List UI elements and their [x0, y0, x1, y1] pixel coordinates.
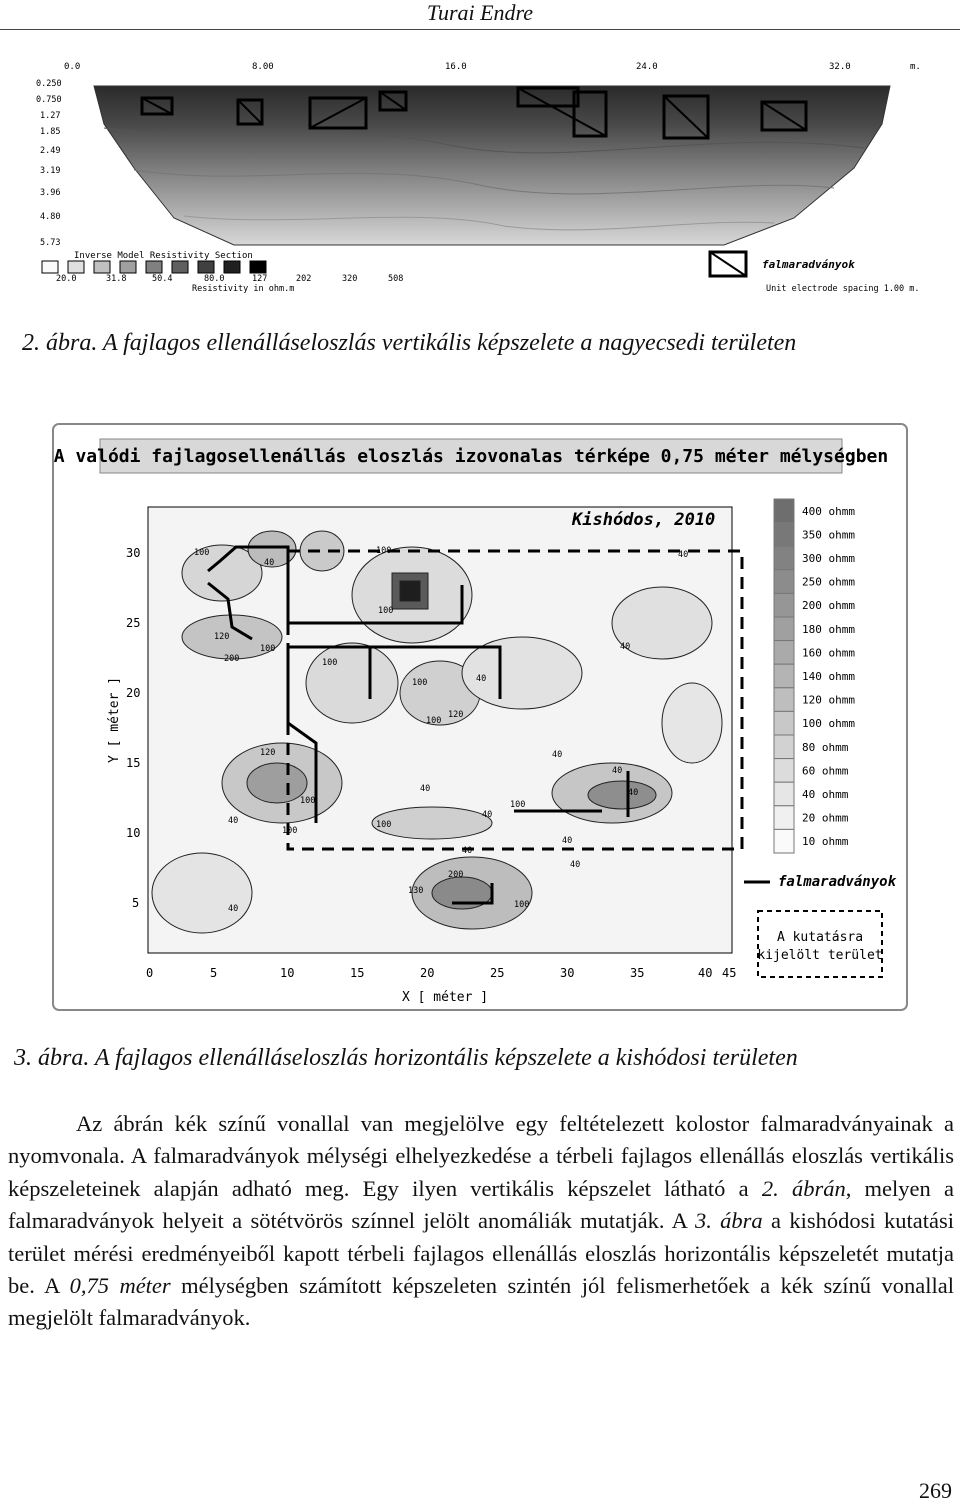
- fig3-title: A valódi fajlagosellenállás eloszlás izovonalas térképe 0,75 méter mélységben: [53, 446, 889, 467]
- fig3-place-label: Kishódos, 2010: [572, 510, 716, 530]
- fig2-x-tick: 32.0: [829, 62, 851, 72]
- fig2-legend-label: falmaradványok: [762, 258, 855, 271]
- svg-text:100: 100: [376, 546, 392, 556]
- legend-swatch: [774, 782, 794, 806]
- svg-text:40: 40: [420, 784, 431, 794]
- depth-reference: 0,75 méter: [69, 1273, 171, 1299]
- svg-text:40: 40: [628, 788, 639, 798]
- figure-3-caption: 3. ábra. A fajlagos ellenálláseloszlás horizontális képszelete a kishódosi területen: [14, 1045, 798, 1071]
- legend-swatch: [774, 711, 794, 735]
- legend-label: 100 ohmm: [802, 717, 855, 731]
- body-paragraph: [8, 1108, 954, 1335]
- svg-text:100: 100: [260, 644, 276, 654]
- body-text-segment: Az ábrán kék színű vonallal van megjelölve egy feltételezett kolostor falmaradványainak a nyomvonala. A falmaradványok mélységi elhelyezkedése a térbeli fajlagos ellenállás eloszlás vertikális képszeleteinek alapján adható meg. Egy ilyen vertikális képszelet látható a: [8, 1111, 954, 1201]
- legend-label: 120 ohmm: [802, 693, 855, 707]
- legend-swatch: [774, 735, 794, 759]
- legend-label: 60 ohmm: [802, 764, 849, 778]
- legend-swatch: [774, 546, 794, 570]
- fig2-depth-tick: 1.85: [40, 127, 61, 137]
- fig2-x-tick: m.: [910, 62, 921, 72]
- page-number: 269: [919, 1478, 952, 1503]
- svg-text:130: 130: [408, 886, 424, 896]
- legend-swatch: [774, 829, 794, 853]
- figure-reference: 3. ábra: [694, 1208, 763, 1234]
- running-header: Turai Endre: [426, 0, 534, 25]
- legend-label: 140 ohmm: [802, 670, 855, 683]
- y-tick: 30: [126, 546, 141, 560]
- legend-swatch: [774, 806, 794, 830]
- body-text-segment: , melyen a falmaradványok helyeit a sötétvörös színnel jelölt anomáliák mutatják. A: [8, 1175, 954, 1234]
- fig2-depth-tick: 2.49: [40, 146, 61, 156]
- svg-text:40: 40: [612, 766, 623, 776]
- x-tick: 45: [722, 966, 737, 980]
- svg-text:40: 40: [462, 846, 473, 856]
- svg-text:127: 127: [252, 274, 268, 284]
- legend-swatch: [774, 688, 794, 712]
- fig2-depth-tick: 5.73: [40, 238, 61, 248]
- fig2-color-scale: [42, 261, 266, 273]
- svg-text:100: 100: [412, 678, 428, 688]
- svg-text:50.4: 50.4: [152, 274, 173, 284]
- fig3-color-legend: [774, 499, 855, 853]
- svg-text:100: 100: [194, 548, 210, 558]
- legend-swatch: [774, 499, 794, 523]
- fig2-scale-unit: Resistivity in ohm.m: [192, 284, 295, 294]
- fig3-area-legend-line1: A kutatásra: [776, 930, 864, 945]
- legend-label: 300 ohmm: [802, 552, 855, 565]
- svg-text:100: 100: [322, 658, 338, 668]
- y-tick: 15: [126, 756, 141, 770]
- svg-text:202: 202: [296, 274, 312, 284]
- fig2-depth-tick: 4.80: [40, 212, 61, 222]
- svg-text:40: 40: [620, 642, 631, 652]
- y-tick: 5: [132, 896, 140, 910]
- svg-text:100: 100: [426, 716, 442, 726]
- fig2-section-title: Inverse Model Resistivity Section: [74, 251, 253, 261]
- svg-text:40: 40: [570, 860, 581, 870]
- legend-swatch: [774, 759, 794, 783]
- body-text-segment: mélységben számított képszeleten szintén jól felismerhetőek a kék színű vonallal megjelölt falmaradványok.: [8, 1273, 954, 1331]
- x-tick: 10: [280, 966, 295, 980]
- fig2-depth-tick: 0.750: [36, 95, 62, 105]
- svg-text:40: 40: [264, 558, 275, 568]
- x-tick: 15: [350, 966, 365, 980]
- svg-text:100: 100: [300, 796, 316, 806]
- svg-text:100: 100: [378, 606, 394, 616]
- legend-label: 400 ohmm: [802, 504, 855, 518]
- header-rule: [0, 29, 960, 30]
- legend-label: 350 ohmm: [802, 528, 855, 542]
- legend-swatch: [774, 664, 794, 688]
- legend-swatch: [774, 523, 794, 547]
- legend-label: 20 ohmm: [802, 811, 849, 825]
- figure-2-caption: 2. ábra. A fajlagos ellenálláseloszlás vertikális képszelete a nagyecsedi területen: [22, 330, 797, 356]
- legend-label: 40 ohmm: [802, 788, 849, 801]
- fig3-area-legend-line2: kijelölt terület: [757, 948, 883, 963]
- svg-text:508: 508: [388, 274, 404, 284]
- fig2-depth-ticks: [36, 79, 62, 248]
- svg-text:20.0: 20.0: [56, 274, 77, 284]
- legend-swatch: [774, 593, 794, 617]
- body-text-segment: a kishódosi kutatási terület mérési eredményeiből kapott térbeli fajlagos ellenállás eloszlás horizontális képszeletét mutatja be. A: [8, 1208, 954, 1299]
- svg-text:40: 40: [562, 836, 573, 846]
- x-tick: 40: [698, 966, 713, 980]
- svg-text:200: 200: [448, 870, 464, 880]
- figure-3-contour-map: [52, 423, 908, 1011]
- svg-text:40: 40: [228, 816, 239, 826]
- legend-label: 180 ohmm: [802, 622, 855, 636]
- y-tick: 20: [126, 686, 141, 700]
- svg-text:120: 120: [260, 748, 276, 758]
- fig3-y-axis-label: Y [ méter ]: [107, 676, 122, 763]
- svg-text:31.8: 31.8: [106, 274, 127, 284]
- fig2-x-tick: 16.0: [445, 62, 467, 72]
- figure-2-resistivity-section: [34, 58, 930, 294]
- legend-label: 80 ohmm: [802, 740, 849, 754]
- legend-swatch: [774, 641, 794, 665]
- x-tick: 25: [490, 966, 505, 980]
- x-tick: 30: [560, 966, 575, 980]
- legend-label: 250 ohmm: [802, 575, 855, 589]
- fig2-depth-tick: 3.19: [40, 166, 61, 176]
- svg-text:40: 40: [678, 550, 689, 560]
- fig3-wall-legend-label: falmaradványok: [778, 874, 897, 890]
- legend-swatch: [774, 617, 794, 641]
- fig2-section-body: [94, 86, 890, 245]
- fig2-scale-values: [56, 274, 403, 284]
- svg-text:100: 100: [282, 826, 298, 836]
- fig2-depth-tick: 1.27: [40, 111, 61, 121]
- legend-label: 10 ohmm: [802, 835, 849, 849]
- y-tick: 25: [126, 616, 141, 630]
- fig2-x-axis-ticks: [64, 62, 921, 72]
- svg-text:100: 100: [510, 800, 526, 810]
- svg-text:80.0: 80.0: [204, 274, 225, 284]
- fig2-x-tick: 8.00: [252, 62, 274, 72]
- svg-text:120: 120: [448, 710, 464, 720]
- fig2-depth-tick: 3.96: [40, 188, 61, 198]
- fig2-x-tick: 24.0: [636, 62, 658, 72]
- svg-text:100: 100: [514, 900, 530, 910]
- y-tick: 10: [126, 826, 141, 840]
- fig2-legend: [710, 252, 855, 276]
- fig3-x-axis-label: X [ méter ]: [402, 990, 489, 1005]
- svg-text:120: 120: [214, 632, 230, 642]
- svg-text:320: 320: [342, 274, 358, 284]
- svg-text:40: 40: [228, 904, 239, 914]
- svg-text:40: 40: [552, 750, 563, 760]
- legend-label: 160 ohmm: [802, 646, 855, 660]
- legend-swatch: [774, 570, 794, 594]
- svg-text:100: 100: [376, 820, 392, 830]
- svg-text:40: 40: [476, 674, 487, 684]
- svg-text:200: 200: [224, 654, 240, 664]
- legend-label: 200 ohmm: [802, 599, 855, 613]
- x-tick: 0: [146, 966, 154, 980]
- svg-text:40: 40: [482, 810, 493, 820]
- fig2-spacing-note: Unit electrode spacing 1.00 m.: [766, 284, 920, 294]
- figure-reference: 2. ábrán: [761, 1175, 846, 1201]
- x-tick: 20: [420, 966, 435, 980]
- fig2-x-tick: 0.0: [64, 62, 81, 72]
- x-tick: 5: [210, 966, 218, 980]
- x-tick: 35: [630, 966, 645, 980]
- fig2-depth-tick: 0.250: [36, 79, 62, 89]
